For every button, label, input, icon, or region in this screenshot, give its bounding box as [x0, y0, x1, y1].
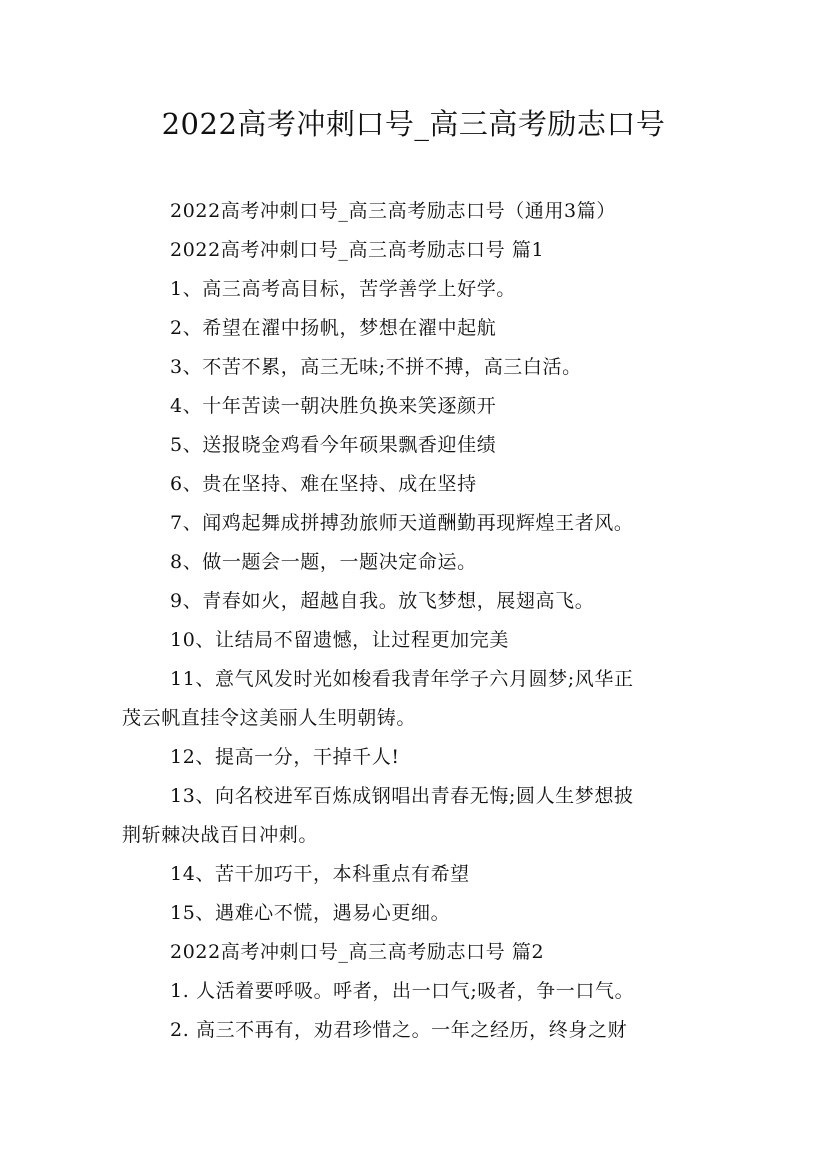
slogan-item: 14、苦干加巧干，本科重点有希望: [170, 863, 470, 885]
slogan-item-continued: 茂云帆直挂令这美丽人生明朝铸。: [122, 707, 417, 729]
slogan-item: 5、送报晓金鸡看今年硕果飘香迎佳绩: [170, 434, 497, 456]
slogan-item: 13、向名校进军百炼成钢唱出青春无悔;圆人生梦想披: [170, 785, 634, 807]
slogan-item: 1. 人活着要呼吸。呼者，出一口气;吸者，争一口气。: [170, 980, 635, 1002]
slogan-item: 9、青春如火，超越自我。放飞梦想，展翅高飞。: [170, 590, 595, 612]
slogan-item: 10、让结局不留遗憾，让过程更加完美: [170, 629, 509, 651]
slogan-item: 3、不苦不累，高三无味;不拼不搏，高三白活。: [170, 356, 582, 378]
slogan-item: 2、希望在濯中扬帆，梦想在濯中起航: [170, 317, 497, 339]
slogan-item: 8、做一题会一题，一题决定命运。: [170, 551, 477, 573]
document-title: 2022高考冲刺口号_高三高考励志口号: [161, 107, 666, 141]
slogan-item: 7、闻鸡起舞成拼搏劲旅师天道酬勤再现辉煌王者风。: [170, 512, 634, 534]
slogan-item-continued: 荆斩棘决战百日冲刺。: [122, 824, 319, 846]
slogan-item: 6、贵在坚持、难在坚持、成在坚持: [170, 473, 477, 495]
slogan-item: 12、提高一分，干掉千人!: [170, 746, 400, 768]
slogan-item: 15、遇难心不慌，遇易心更细。: [170, 902, 451, 924]
section-heading: 2022高考冲刺口号_高三高考励志口号 篇1: [170, 239, 545, 261]
slogan-item: 2. 高三不再有，劝君珍惜之。一年之经历，终身之财: [170, 1019, 628, 1041]
section-heading: 2022高考冲刺口号_高三高考励志口号 篇2: [170, 941, 545, 963]
slogan-item: 11、意气风发时光如梭看我青年学子六月圆梦;风华正: [170, 668, 634, 690]
slogan-item: 1、高三高考高目标，苦学善学上好学。: [170, 278, 516, 300]
slogan-item: 4、十年苦读一朝决胜负换来笑逐颜开: [170, 395, 497, 417]
document-body: [122, 192, 722, 1050]
paragraph-line: 2022高考冲刺口号_高三高考励志口号（通用3篇）: [170, 200, 616, 222]
